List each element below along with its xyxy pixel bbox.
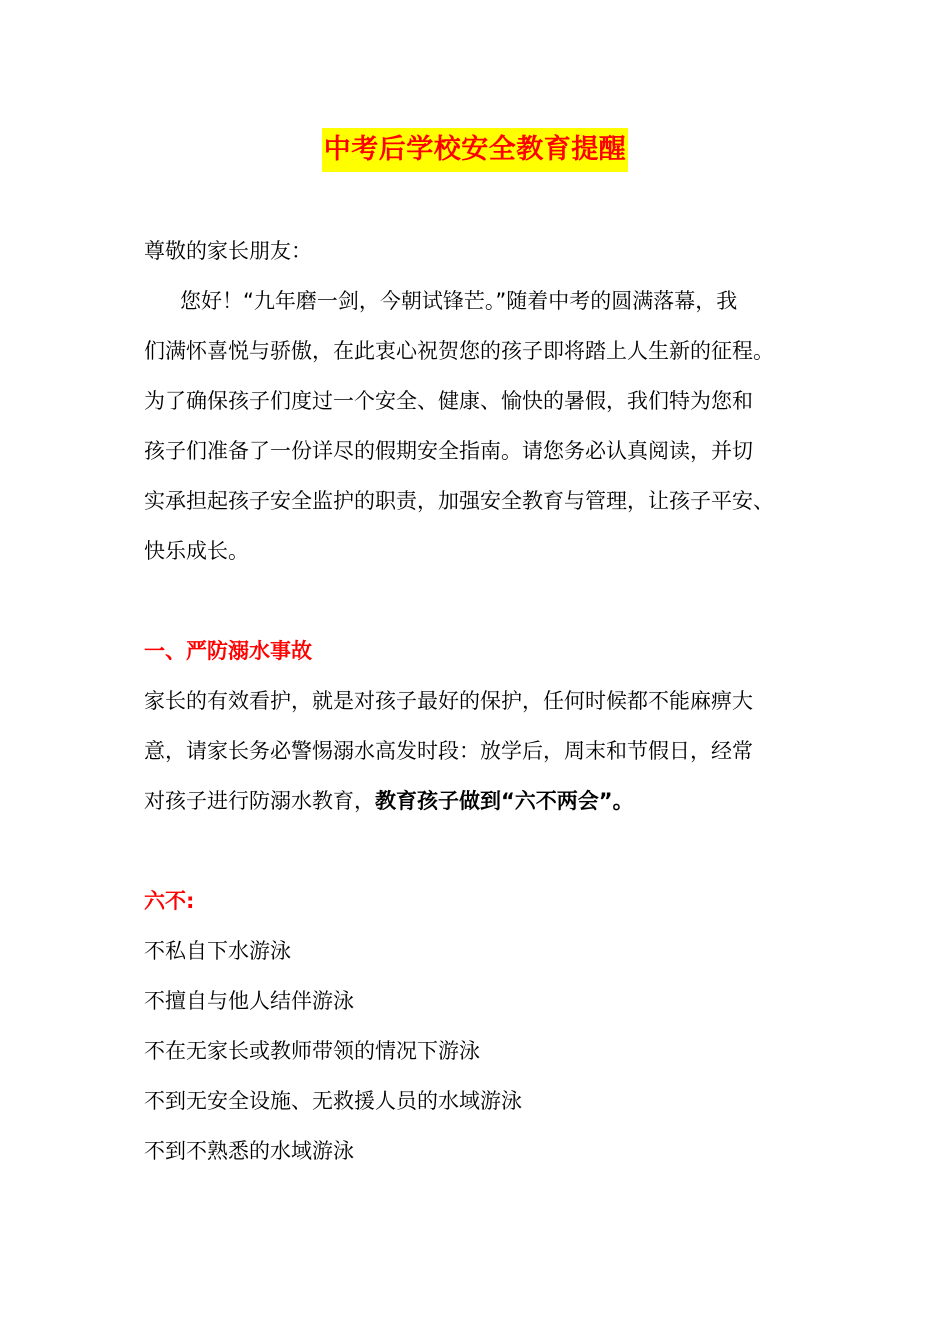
- six-no-list: [144, 926, 809, 1176]
- drowning-line-bold: 教育孩子做到“六不两会”。: [375, 789, 634, 813]
- title-container: [0, 128, 950, 172]
- intro-paragraph: [144, 276, 809, 576]
- intro-line: 实承担起孩子安全监护的职责，加强安全教育与管理，让孩子平安、: [144, 489, 774, 513]
- list-item: 不私自下水游泳: [144, 939, 291, 963]
- list-item: 不擅自与他人结伴游泳: [144, 989, 354, 1013]
- intro-line: 为了确保孩子们度过一个安全、健康、愉快的暑假，我们特为您和: [144, 389, 753, 413]
- list-item: 不在无家长或教师带领的情况下游泳: [144, 1039, 480, 1063]
- section-heading-drowning: 一、严防溺水事故: [144, 639, 312, 663]
- intro-line: 孩子们准备了一份详尽的假期安全指南。请您务必认真阅读，并切: [144, 439, 753, 463]
- intro-line: 快乐成长。: [144, 539, 249, 563]
- spacer: [144, 576, 809, 626]
- drowning-line-last: [144, 776, 809, 826]
- intro-line: 们满怀喜悦与骄傲，在此衷心祝贺您的孩子即将踏上人生新的征程。: [144, 339, 774, 363]
- list-item: 不到不熟悉的水域游泳: [144, 1139, 354, 1163]
- document-body: [144, 226, 809, 1176]
- drowning-paragraph: [144, 676, 809, 826]
- drowning-line-normal: 对孩子进行防溺水教育，: [144, 789, 375, 813]
- spacer: [144, 826, 809, 876]
- drowning-line: 意，请家长务必警惕溺水高发时段：放学后，周末和节假日，经常: [144, 739, 753, 763]
- intro-line: 您好！“九年磨一剑，今朝试锋芒。”随着中考的圆满落幕，我: [180, 289, 738, 313]
- greeting: 尊敬的家长朋友：: [144, 239, 312, 263]
- six-no-heading: 六不:: [144, 889, 195, 913]
- page-title: 中考后学校安全教育提醒: [322, 128, 629, 172]
- list-item: 不到无安全设施、无救援人员的水域游泳: [144, 1089, 522, 1113]
- drowning-line: 家长的有效看护，就是对孩子最好的保护，任何时候都不能麻痹大: [144, 689, 753, 713]
